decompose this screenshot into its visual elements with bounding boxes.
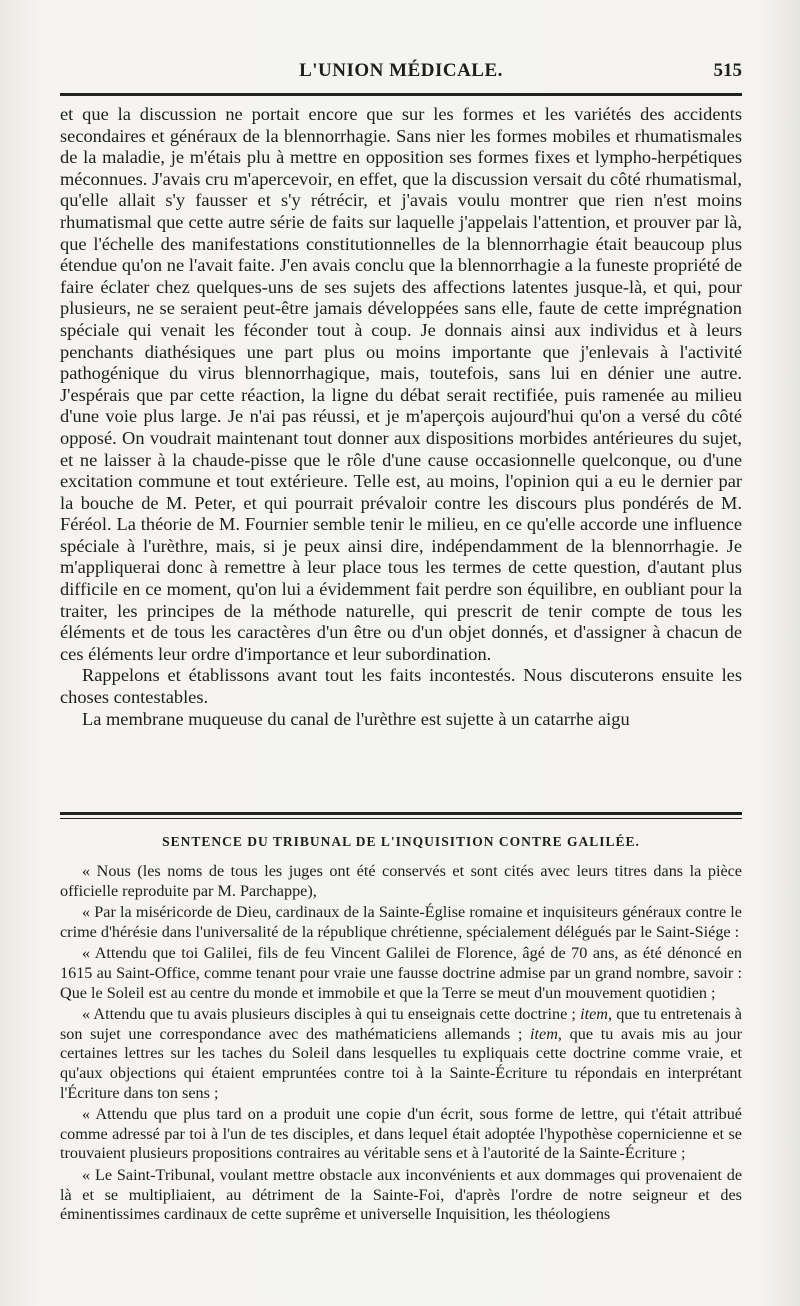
note-paragraph [60, 1005, 742, 1103]
note-text [60, 862, 742, 1227]
note-paragraph: « Nous (les noms de tous les juges ont été conservés et sont cités avec leurs titres dans la pièce officielle reproduite par M. Parchappe), [60, 862, 742, 900]
page-number: 515 [713, 60, 742, 81]
note-paragraph: « Attendu que toi Galilei, fils de feu Vincent Galilei de Florence, âgé de 70 ans, as été dénoncé en 1615 au Saint-Office, comme tenant pour vraie une fausse doctrine admise par un grand nombre, savoir : Que le Soleil est au centre du monde et immobile et que la Terre se meut d'un mouvement quotidien ; [60, 944, 742, 1002]
section-divider [60, 812, 742, 819]
note-text-segment: que tu entretenais à son sujet une correspondance avec des mathématiciens allemands ; [60, 1005, 742, 1043]
note-text-segment: que tu avais mis au jour certaines lettres sur les taches du Soleil dans lesquelles tu expliquais cette doctrine comme vraie, et qu'aux objections qui étaient empruntées contre toi à la Sainte-Écriture tu répondais en interprétant l'Écriture dans ton sens ; [60, 1024, 743, 1102]
note-paragraph: « Attendu que plus tard on a produit une copie d'un écrit, sous forme de lettre, qui t'était attribué comme adressé par toi à l'un de tes disciples, et dans lequel était adoptée l'hypothèse copernicienne et se trouvaient plusieurs propositions contraires au véritable sens et à l'autorité de la Sainte-Écriture ; [60, 1105, 742, 1163]
note-text-segment: « Attendu que tu avais plusieurs disciples à qui tu enseignais cette doctrine ; [82, 1005, 581, 1024]
note-paragraph: « Le Saint-Tribunal, voulant mettre obstacle aux inconvénients et aux dommages qui provenaient de là et se multipliaient, au détriment de la Sainte-Foi, d'après l'ordre de notre seigneur et des éminentissimes cardinaux de cette suprême et universelle Inquisition, les théologiens [60, 1165, 742, 1224]
main-paragraph: La membrane muqueuse du canal de l'urèthre est sujette à un catarrhe aigu [82, 708, 630, 729]
item-word: item, [580, 1005, 613, 1024]
header-rule [60, 93, 742, 96]
main-text [60, 104, 742, 730]
page-header [60, 58, 742, 88]
main-paragraph: et que la discussion ne portait encore que sur les formes et les variétés des accidents secondaires et généraux de la blennorrhagie. Sans nier les formes mobiles et rhumatismales de la maladie, je m'étais plu à mettre en opposition ses formes fixes et lympho-herpétiques méconnues. J'avais cru m'apercevoir, en effet, que la discussion versait du côté rhumatismal, qu'elle allait s'y fausser et s'y rétrécir, et j'avais voulu montrer que rien n'est moins rhumatismal que cette autre série de faits sur laquelle j'appelais l'attention, et prouver par là, que l'échelle des manifestations constitutionnelles de la blennorrhagie était beaucoup plus étendue qu'on ne l'avait faite. J'en avais conclu que la blennorrhagie a la funeste propriété de faire éclater chez quelques-uns de ses sujets des affections latentes jusque-là, et qui, pour plusieurs, ne se seraient peut-être jamais développées sans elle, faute de cette imprégnation spéciale qui venait les féconder tout à coup. Je donnais ainsi aux individus et à leurs penchants diathésiques une part plus ou moins importante que j'enlevais à l'activité pathogénique du virus blennorrhagique, mais, toutefois, sans lui en dénier une autre. J'espérais que par cette réaction, la ligne du débat serait rectifiée, puis ramenée au milieu d'une voie plus large. Je n'ai pas réussi, et je m'aperçois aujourd'hui qu'on a versé du côté opposé. On voudrait maintenant tout donner aux dispositions morbides antérieures du sujet, et ne laisser à la chaude-pisse que le rôle d'une cause occasionnelle quelconque, ou d'une excitation commune et tout extérieure. Telle est, au moins, l'opinion qui a eu le dernier par la bouche de M. Peter, et qui pourrait prévaloir contre les discours plus pondérés de M. Féréol. La théorie de M. Fournier semble tenir le milieu, en ce qu'elle accorde une influence spéciale à l'urèthre, mais, si je peux ainsi dire, indépendamment de la blennorrhagie. Je m'appliquerai donc à remettre à leur place tous les termes de cette question, d'autant plus difficile en ce moment, qu'on lui a évidemment fait perdre son équilibre, en oubliant pour la traiter, les principes de la méthode naturelle, qui prescrit de tenir compte de tous les éléments et de tous les caractères d'un être ou d'un objet donnés, et d'assigner à chacun de ces éléments leur ordre d'importance et leur subordination. [60, 104, 742, 664]
main-paragraph: Rappelons et établissons avant tout les faits incontestés. Nous discuterons ensuite les choses contestables. [60, 665, 742, 708]
item-word: item, [530, 1024, 562, 1043]
running-title: L'UNION MÉDICALE. [299, 60, 503, 81]
note-paragraph: « Par la miséricorde de Dieu, cardinaux de la Sainte-Église romaine et inquisiteurs généraux contre le crime d'hérésie dans l'universalité de la république chrétienne, spécialement délégués par le Saint-Siége : [60, 903, 742, 941]
note-title: SENTENCE DU TRIBUNAL DE L'INQUISITION CONTRE GALILÉE. [162, 834, 640, 849]
